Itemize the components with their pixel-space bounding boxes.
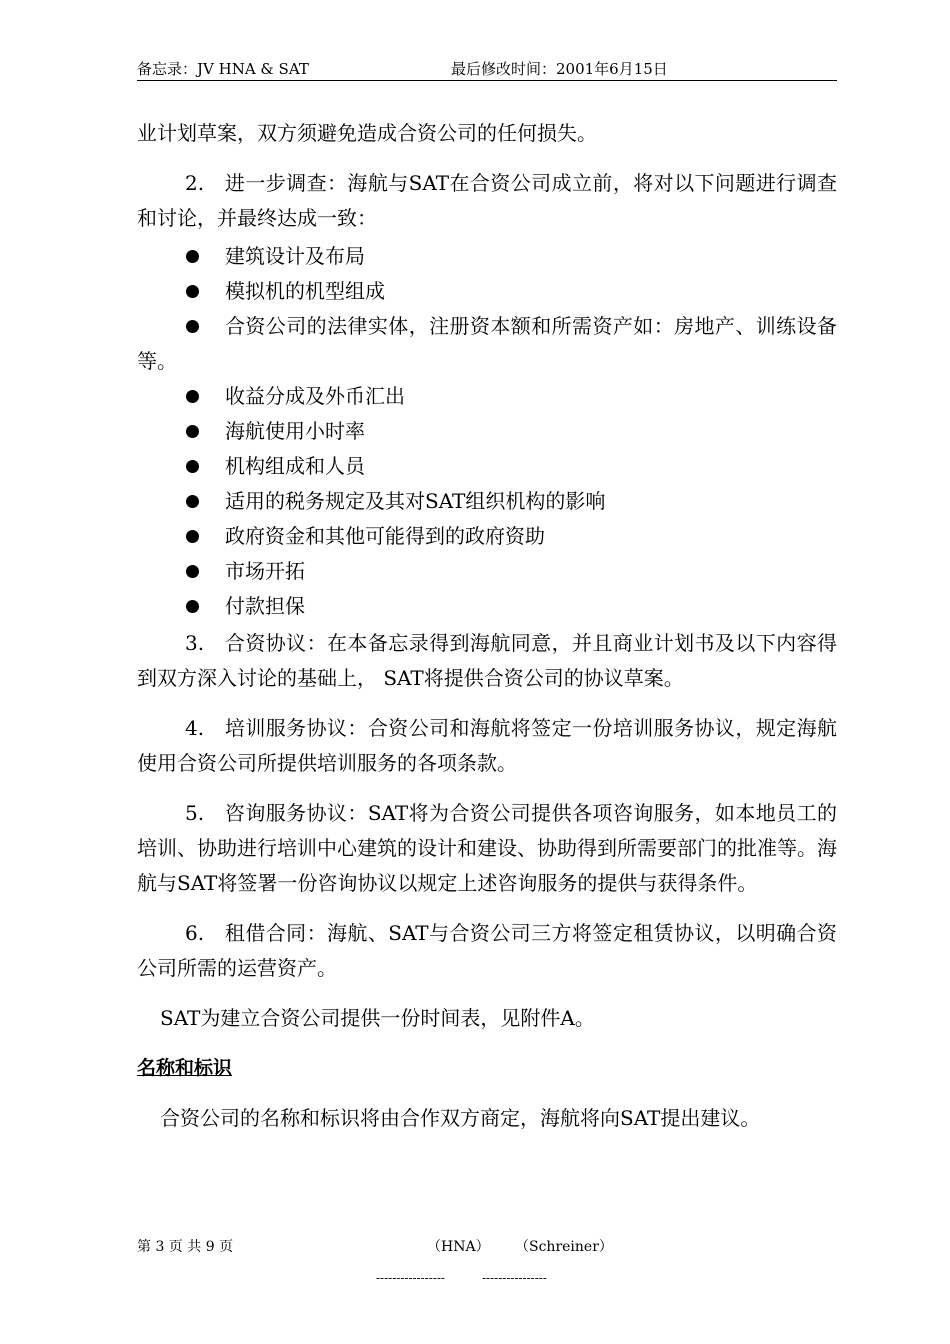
paragraph-name-logo: 合资公司的名称和标识将由合作双方商定，海航将向SAT提出建议。 <box>160 1106 761 1130</box>
header-last-modified: 最后修改时间：2001年6月15日 <box>451 60 668 78</box>
section-heading-name-logo: 名称和标识 <box>137 1057 233 1079</box>
bullet-icon <box>186 285 199 298</box>
bullet-icon <box>186 390 199 403</box>
list-item: 合资公司的法律实体，注册资本额和所需资产如：房地产、训练设备等。 <box>137 314 837 373</box>
list-item: 机构组成和人员 <box>137 449 837 484</box>
document-body <box>137 116 837 1136</box>
signature-line-schreiner: ---------------- <box>482 1271 547 1285</box>
bullet-icon <box>186 530 199 543</box>
list-item: 政府资金和其他可能得到的政府资助 <box>137 519 837 554</box>
list-item: 模拟机的机型组成 <box>137 274 837 309</box>
bullet-icon <box>186 425 199 438</box>
signature-label-hna: （HNA） <box>427 1239 490 1255</box>
list-item: 适用的税务规定及其对SAT组织机构的影响 <box>137 484 837 519</box>
bullet-list <box>137 239 837 624</box>
paragraph-jv-agreement: 3. 合资协议：在本备忘录得到海航同意，并且商业计划书及以下内容得到双方深入讨论的基础上， SAT将提供合资公司的协议草案。 <box>137 631 837 690</box>
header-memo-title: 备忘录：JV HNA & SAT <box>137 60 309 78</box>
signature-label-schreiner: （Schreiner） <box>515 1239 613 1255</box>
list-item: 海航使用小时率 <box>137 414 837 449</box>
bullet-icon <box>186 600 199 613</box>
paragraph-lease-contract: 6. 租借合同：海航、SAT与合资公司三方将签定租赁协议，以明确合资公司所需的运营资产。 <box>137 921 837 980</box>
bullet-icon <box>186 495 199 508</box>
page-header <box>137 58 837 81</box>
signature-line-hna: ----------------- <box>376 1271 445 1285</box>
bullet-icon <box>186 460 199 473</box>
paragraph-training-agreement: 4. 培训服务协议：合资公司和海航将签定一份培训服务协议，规定海航使用合资公司所提供培训服务的各项条款。 <box>137 716 837 775</box>
bullet-icon <box>186 320 199 333</box>
list-item: 付款担保 <box>137 589 837 624</box>
page-number: 第 3 页 共 9 页 <box>137 1239 234 1255</box>
list-item: 建筑设计及布局 <box>137 239 837 274</box>
paragraph-consulting-agreement: 5. 咨询服务协议：SAT将为合资公司提供各项咨询服务，如本地员工的培训、协助进行培训中心建筑的设计和建设、协助得到所需要部门的批准等。海航与SAT将签署一份咨询协议以规定上述咨询服务的提供与获得条件。 <box>137 801 837 895</box>
bullet-icon <box>186 565 199 578</box>
bullet-icon <box>186 250 199 263</box>
paragraph-further-investigation: 2. 进一步调查：海航与SAT在合资公司成立前，将对以下问题进行调查和讨论，并最终达成一致： <box>137 171 837 230</box>
paragraph-continuation: 业计划草案，双方须避免造成合资公司的任何损失。 <box>137 121 597 145</box>
paragraph-timeline: SAT为建立合资公司提供一份时间表，见附件A。 <box>160 1006 595 1030</box>
list-item: 市场开拓 <box>137 554 837 589</box>
list-item: 收益分成及外币汇出 <box>137 379 837 414</box>
